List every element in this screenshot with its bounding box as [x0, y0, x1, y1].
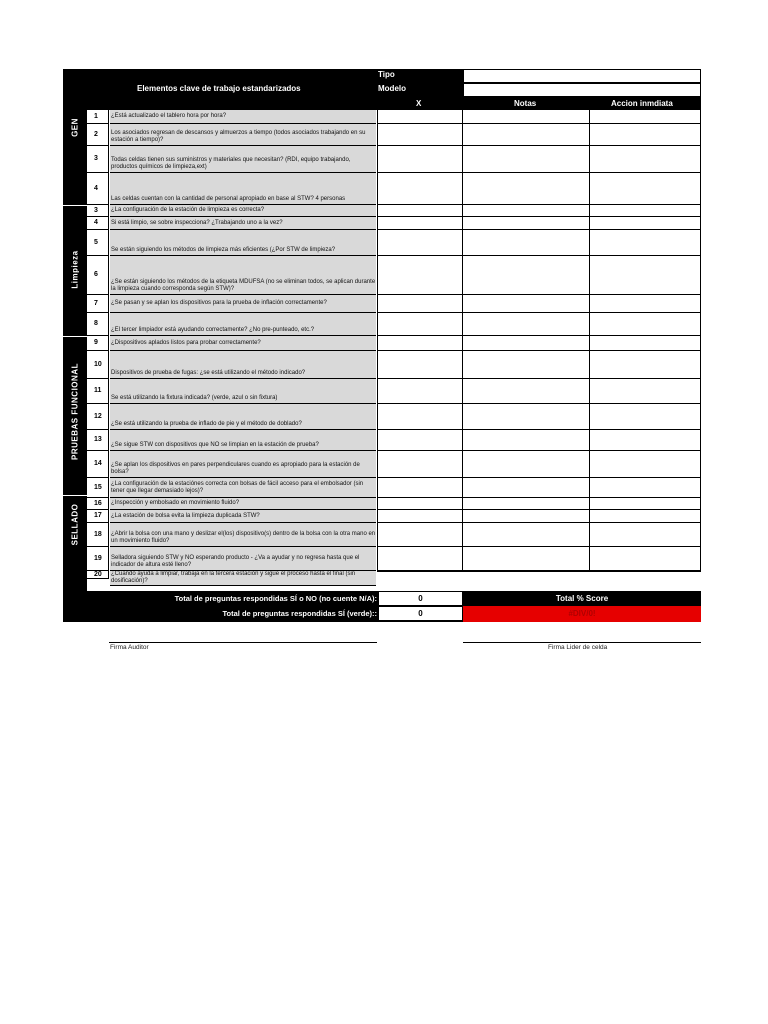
- notes-cell[interactable]: [463, 295, 590, 313]
- question-number: 10: [87, 351, 109, 379]
- sheet-title: Elementos clave de trabajo estandarizados: [137, 84, 301, 93]
- notes-cell[interactable]: [463, 124, 590, 146]
- answer-x-cell[interactable]: [377, 478, 463, 498]
- question-text: ¿Inspección y embolsado en movimiento fluido?: [110, 498, 376, 510]
- tipo-field[interactable]: [463, 69, 701, 83]
- question-number: 4: [87, 217, 109, 230]
- answer-x-cell[interactable]: [377, 313, 463, 336]
- question-number: 9: [87, 336, 109, 351]
- answer-x-cell[interactable]: [377, 547, 463, 571]
- question-number: 16: [87, 498, 109, 510]
- notes-cell[interactable]: [463, 146, 590, 173]
- section-label-gen: GEN: [70, 118, 80, 137]
- accion-cell[interactable]: [590, 256, 701, 295]
- total-si-value: 0: [378, 606, 463, 621]
- answer-x-cell[interactable]: [377, 146, 463, 173]
- question-row: [63, 256, 701, 295]
- notes-cell[interactable]: [463, 336, 590, 351]
- section-label-pruebas: PRUEBAS FUNCIONAL: [70, 363, 80, 460]
- question-text: ¿Abrir la bolsa con una mano y deslizar el(los) dispositivo(s) dentro de la bolsa con la otra mano en un movimiento fluido?: [110, 523, 376, 547]
- question-text: ¿Se están siguiendo los métodos de la etiqueta MDUFSA (no se eliminan todos, se aplican durante la limpieza cuando corresponda según STW)?: [110, 256, 376, 295]
- question-text: Si está limpio, se sobre inspecciona? ¿Trabajando uno a la vez?: [110, 217, 376, 230]
- question-number: 5: [87, 230, 109, 256]
- question-row: [63, 313, 701, 336]
- notes-cell[interactable]: [463, 110, 590, 124]
- question-row: [63, 173, 701, 205]
- notes-cell[interactable]: [463, 205, 590, 217]
- score-label: Total % Score: [555, 594, 609, 603]
- question-text: Las celdas cuentan con la cantidad de personal apropiado en base al STW? 4 personas: [110, 173, 376, 205]
- notes-cell[interactable]: [463, 451, 590, 478]
- answer-x-cell[interactable]: [377, 173, 463, 205]
- question-row: [63, 146, 701, 173]
- question-row: [63, 379, 701, 404]
- accion-cell[interactable]: [590, 379, 701, 404]
- answer-x-cell[interactable]: [377, 336, 463, 351]
- notes-cell[interactable]: [463, 430, 590, 451]
- answer-x-cell[interactable]: [377, 571, 463, 572]
- question-text: Todas celdas tienen sus suministros y materiales que necesitan? (RDI, equipo trabajando, productos químicos de limpieza,ext): [110, 146, 376, 173]
- question-number: 19: [87, 547, 109, 571]
- question-number: 17: [87, 510, 109, 523]
- question-row: [63, 404, 701, 430]
- answer-x-cell[interactable]: [377, 295, 463, 313]
- question-row: [63, 336, 701, 351]
- answer-x-cell[interactable]: [377, 351, 463, 379]
- score-value: #DIV/0!: [463, 606, 701, 622]
- accion-cell[interactable]: [590, 498, 701, 510]
- question-text: ¿La configuración de la estaciónes correcta con bolsas de fácil acceso para el embolsador (sin tener que llegar demasiado lejos)?: [110, 478, 376, 498]
- question-row: [63, 523, 701, 547]
- question-number: 7: [87, 295, 109, 313]
- section-label-sellado: SELLADO: [70, 503, 80, 546]
- section-label-limpieza: Limpieza: [70, 250, 80, 289]
- question-text: Se están siguiendo los métodos de limpieza más eficientes (¿Por STW de limpieza?: [110, 230, 376, 256]
- notes-cell[interactable]: [463, 256, 590, 295]
- notes-cell[interactable]: [463, 313, 590, 336]
- accion-cell[interactable]: [590, 146, 701, 173]
- question-text: Dispositivos de prueba de fugas: ¿se está utilizando el método indicado?: [110, 351, 376, 379]
- notes-cell[interactable]: [463, 498, 590, 510]
- accion-cell[interactable]: [590, 547, 701, 571]
- total-si-no-label: Total de preguntas respondidas SÍ o NO (no cuente N/A):: [174, 594, 377, 603]
- question-number: 20: [87, 571, 109, 579]
- question-number: 1: [87, 110, 109, 124]
- question-row: [63, 205, 701, 217]
- question-text: ¿Se sigue STW con dispositivos que NO se limpian en la estación de prueba?: [110, 430, 376, 451]
- notes-cell[interactable]: [463, 379, 590, 404]
- column-header-bar: [63, 97, 701, 110]
- answer-x-cell[interactable]: [377, 256, 463, 295]
- accion-cell[interactable]: [590, 478, 701, 498]
- question-row: [63, 478, 701, 498]
- total-si-no-value: 0: [378, 591, 463, 606]
- question-number: 18: [87, 523, 109, 547]
- accion-cell[interactable]: [590, 313, 701, 336]
- answer-x-cell[interactable]: [377, 205, 463, 217]
- auditor-signature-line: [109, 642, 377, 643]
- modelo-field[interactable]: [463, 83, 701, 97]
- question-text: ¿La estación de bolsa evita la limpieza duplicada STW?: [110, 510, 376, 523]
- question-row: [63, 124, 701, 146]
- answer-x-cell[interactable]: [377, 451, 463, 478]
- answer-x-cell[interactable]: [377, 430, 463, 451]
- question-number: 8: [87, 313, 109, 336]
- answer-x-cell[interactable]: [377, 498, 463, 510]
- question-number: 4: [87, 173, 109, 205]
- notes-cell[interactable]: [463, 230, 590, 256]
- notes-cell[interactable]: [463, 523, 590, 547]
- question-row: [63, 430, 701, 451]
- question-number: 13: [87, 430, 109, 451]
- accion-cell[interactable]: [590, 124, 701, 146]
- accion-cell[interactable]: [590, 336, 701, 351]
- notes-cell[interactable]: [463, 478, 590, 498]
- accion-cell[interactable]: [590, 351, 701, 379]
- accion-cell[interactable]: [590, 110, 701, 124]
- question-number: 15: [87, 478, 109, 498]
- accion-cell[interactable]: [590, 404, 701, 430]
- question-number: 2: [87, 124, 109, 146]
- answer-x-cell[interactable]: [377, 404, 463, 430]
- question-row: [63, 230, 701, 256]
- question-text: ¿La configuración de la estación de limpieza es correcta?: [110, 205, 376, 217]
- question-text: ¿Se está utilizando la prueba de inflado de pie y el método de doblado?: [110, 404, 376, 430]
- lider-signature-line: [463, 642, 701, 643]
- question-row: [63, 451, 701, 478]
- accion-cell[interactable]: [590, 217, 701, 230]
- column-x-header: X: [416, 99, 422, 108]
- answer-x-cell[interactable]: [377, 230, 463, 256]
- answer-x-cell[interactable]: [377, 217, 463, 230]
- accion-cell[interactable]: [590, 451, 701, 478]
- question-row: [63, 351, 701, 379]
- notes-cell[interactable]: [463, 510, 590, 523]
- notes-cell[interactable]: [463, 351, 590, 379]
- question-row: [63, 217, 701, 230]
- notes-cell[interactable]: [463, 547, 590, 571]
- answer-x-cell[interactable]: [377, 510, 463, 523]
- accion-cell[interactable]: [590, 173, 701, 205]
- lider-signature-label: Firma Lider de celda: [548, 644, 608, 651]
- modelo-label: Modelo: [378, 84, 406, 93]
- accion-cell[interactable]: [590, 430, 701, 451]
- accion-cell[interactable]: [590, 523, 701, 547]
- question-text: ¿El tercer limpiador está ayudando correctamente? ¿No pre-punteado, etc.?: [110, 313, 376, 336]
- question-number: 11: [87, 379, 109, 404]
- accion-cell[interactable]: [590, 510, 701, 523]
- question-number: 14: [87, 451, 109, 478]
- question-row: [63, 510, 701, 523]
- tipo-label: Tipo: [378, 70, 395, 79]
- auditor-signature-label: Firma Auditor: [110, 644, 149, 651]
- question-text: ¿Cuando ayuda a limpiar, trabaja en la tercera estación y sigue el proceso hasta el final (sin dosificación)?: [110, 571, 376, 586]
- answer-x-cell[interactable]: [377, 110, 463, 124]
- column-accion-header: Accion inmdiata: [611, 99, 673, 108]
- question-text: ¿Dispositivos aplados listos para probar correctamente?: [110, 336, 376, 351]
- question-number: 3: [87, 205, 109, 217]
- question-text: Los asociados regresan de descansos y almuerzos a tiempo (todos asociados trabajando en su estación a tiempo)?: [110, 124, 376, 146]
- answer-x-cell[interactable]: [377, 124, 463, 146]
- question-number: 3: [87, 146, 109, 173]
- notes-cell[interactable]: [463, 404, 590, 430]
- question-text: ¿Se pasan y se aplan los dispositivos para la prueba de inflación correctamente?: [110, 295, 376, 313]
- notes-cell[interactable]: [463, 571, 590, 572]
- answer-x-cell[interactable]: [377, 523, 463, 547]
- accion-cell[interactable]: [590, 230, 701, 256]
- accion-cell[interactable]: [590, 205, 701, 217]
- question-text: ¿Está actualizado el tablero hora por hora?: [110, 110, 376, 124]
- accion-cell[interactable]: [590, 295, 701, 313]
- question-text: Selladora siguiendo STW y NO esperando producto - ¿Va a ayudar y no regresa hasta que el indicador de altura esté lleno?: [110, 547, 376, 571]
- question-row: [63, 110, 701, 124]
- question-number: 12: [87, 404, 109, 430]
- question-text: Se está utilizando la fixtura indicada? (verde, azul o sin fixtura): [110, 379, 376, 404]
- question-row: [63, 547, 701, 571]
- accion-cell[interactable]: [590, 571, 701, 572]
- notes-cell[interactable]: [463, 217, 590, 230]
- notes-cell[interactable]: [463, 173, 590, 205]
- question-number: 6: [87, 256, 109, 295]
- column-notas-header: Notas: [514, 99, 537, 108]
- total-si-label: Total de preguntas respondidas SÍ (verde)::: [222, 609, 377, 618]
- answer-x-cell[interactable]: [377, 379, 463, 404]
- question-text: ¿Se aplan los dispositivos en pares perpendiculares cuando es apropiado para la estación de bolsa?: [110, 451, 376, 478]
- question-row: [63, 295, 701, 313]
- question-row: [63, 498, 701, 510]
